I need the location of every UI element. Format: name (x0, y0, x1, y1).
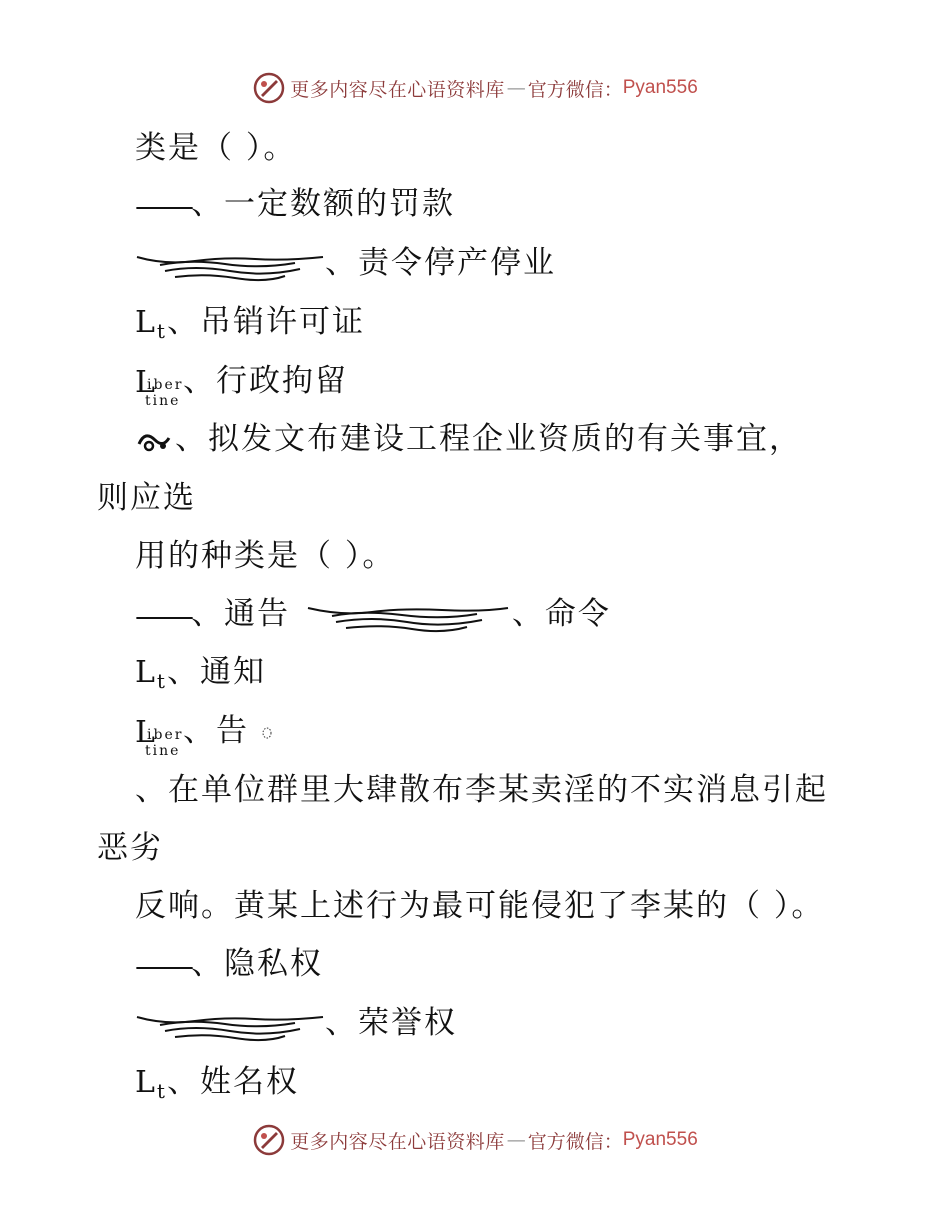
q3-stem-line2: 恶劣 (97, 830, 163, 866)
q1-option-c (135, 302, 365, 351)
wavy-marker (135, 245, 325, 285)
banner-dash: — (506, 1129, 526, 1151)
q3-stem-line3: 反响。黄某上述行为最可能侵犯了李某的（ ）。 (135, 888, 825, 924)
banner-label: 官方微信： (527, 78, 623, 101)
liber-tine-marker: L iber tine (135, 364, 184, 409)
lt-marker: $L_t$ (135, 655, 167, 693)
dash-marker: —— (135, 187, 191, 224)
q2-stem-line3: 用的种类是（ ）。 (135, 538, 396, 574)
banner-text: 更多内容尽在心语资料库 (290, 1130, 505, 1153)
q2-option-d-text: 、告 (183, 713, 249, 749)
q1-option-d (135, 361, 348, 409)
q1-option-b-text: 、责令停产停业 (325, 245, 556, 281)
q2-option-d (135, 711, 273, 759)
q1-option-c-text: 、吊销许可证 (166, 304, 365, 340)
wavy-marker (302, 596, 512, 636)
q1-option-b (135, 243, 556, 285)
banner-wechat-id: Pyan556 (622, 1129, 698, 1150)
header-banner (0, 68, 950, 108)
footer-banner (0, 1120, 950, 1160)
banner-dash: — (506, 77, 526, 99)
wavy-marker (135, 1005, 325, 1045)
dash-marker: —— (135, 947, 191, 984)
q3-option-c (135, 1062, 299, 1111)
q1-option-a (135, 184, 455, 226)
q2-option-a-text: 、通告 (191, 596, 290, 632)
q2-stem-line1 (135, 419, 802, 459)
swirl-marker (135, 426, 175, 456)
dash-marker: —— (135, 597, 191, 634)
banner-text: 更多内容尽在心语资料库 (290, 78, 505, 101)
lt-marker: $L_t$ (135, 1065, 167, 1103)
quill-seal-icon (252, 71, 286, 105)
q1-stem-tail: 类是（ ）。 (135, 130, 297, 166)
liber-tine-marker: L iber tine (135, 714, 184, 759)
q2-option-b-text: 、命令 (511, 596, 611, 632)
q3-option-a (135, 944, 323, 986)
lt-marker: $L_t$ (135, 305, 167, 343)
q3-option-b (135, 1003, 457, 1045)
q3-option-a-text: 、隐私权 (191, 946, 323, 982)
banner-wechat-id: Pyan556 (622, 77, 698, 98)
dotted-circle-icon (261, 726, 273, 740)
banner-label: 官方微信： (527, 1130, 623, 1153)
q2-option-c (135, 652, 266, 701)
q2-stem-line1-text: 、拟发文布建设工程企业资质的有关事宜， (175, 421, 802, 457)
q1-option-a-text: 、一定数额的罚款 (191, 186, 455, 222)
q3-stem-line1: 、在单位群里大肆散布李某卖淫的不实消息引起 (135, 772, 828, 808)
q2-option-ab (135, 594, 611, 636)
q3-option-b-text: 、荣誉权 (325, 1005, 457, 1041)
q3-option-c-text: 、姓名权 (166, 1064, 299, 1100)
q2-stem-line2: 则应选 (97, 480, 196, 516)
quill-seal-icon (252, 1123, 286, 1157)
q2-option-c-text: 、通知 (166, 654, 266, 690)
q1-option-d-text: 、行政拘留 (183, 363, 348, 399)
